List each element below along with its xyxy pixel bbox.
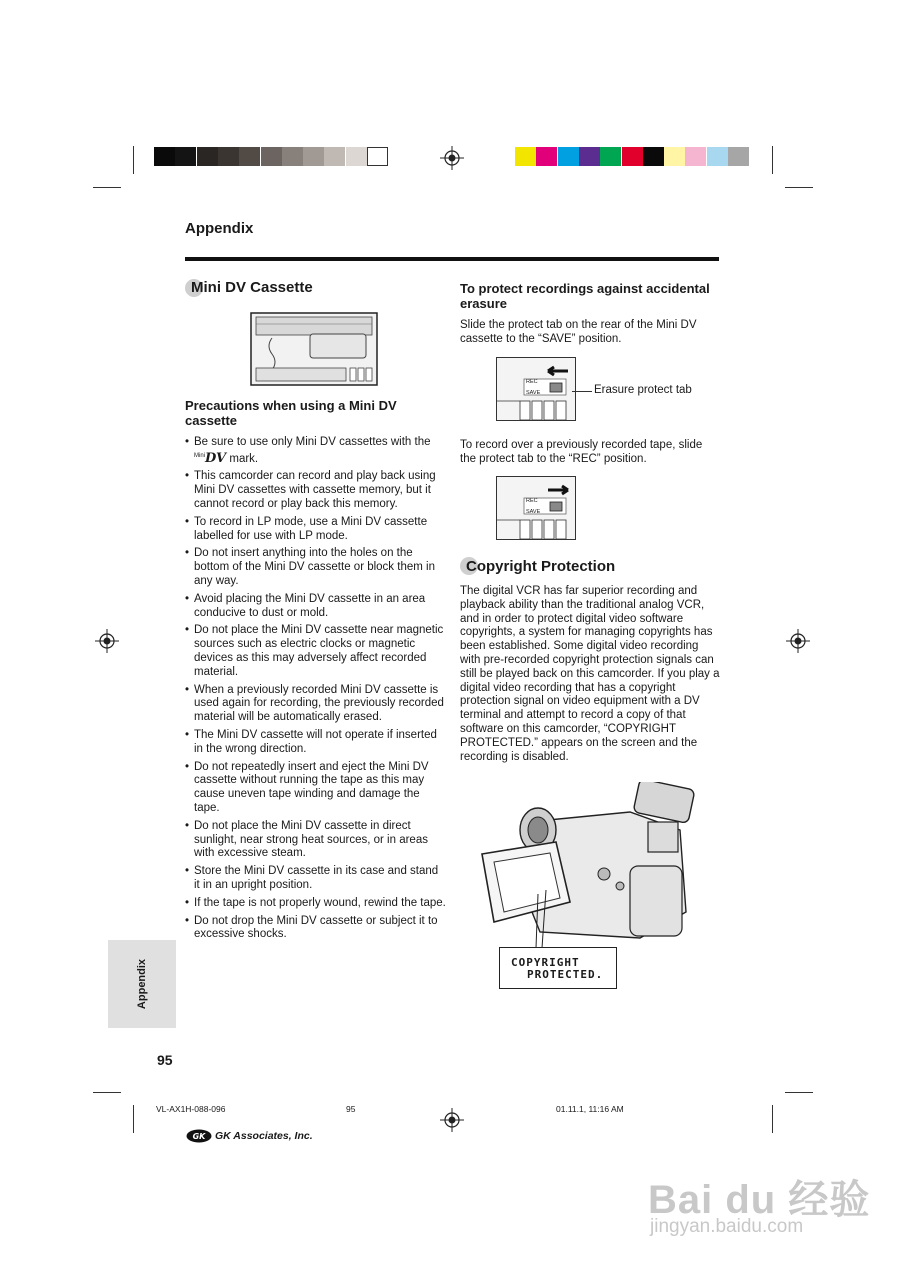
color-swatch xyxy=(643,147,664,166)
color-swatch xyxy=(664,147,685,166)
list-item: • Do not drop the Mini DV cassette or subject it to excessive shocks. xyxy=(185,915,447,943)
gk-logo-icon xyxy=(186,1129,212,1143)
color-swatch xyxy=(536,147,557,166)
color-swatch xyxy=(728,147,749,166)
watermark-url: jingyan.baidu.com xyxy=(650,1216,804,1237)
gray-swatch xyxy=(175,147,196,166)
gray-swatch xyxy=(346,147,367,166)
list-item: • To record in LP mode, use a Mini DV cassette labelled for use with LP mode. xyxy=(185,516,447,544)
registration-mark-left xyxy=(95,629,119,653)
gray-swatch xyxy=(261,147,282,166)
page-section-title: Appendix xyxy=(185,220,254,237)
color-swatch xyxy=(579,147,600,166)
mini-dv-logo: DV xyxy=(205,450,227,466)
tab-label-save: SAVE xyxy=(526,390,541,396)
color-swatch xyxy=(558,147,579,166)
protect-tab-rec-illustration xyxy=(496,476,576,540)
watermark-brand: Bai du 经验 xyxy=(648,1178,871,1222)
mini-dv-cassette-illustration xyxy=(250,312,378,386)
tab-label-rec-2: REC xyxy=(526,498,538,504)
gray-swatch xyxy=(282,147,303,166)
color-swatch xyxy=(622,147,643,166)
list-item: • Do not place the Mini DV cassette in direct sunlight, near strong heat sources, or in areas with excessive steam. xyxy=(185,820,447,861)
protect-title: To protect recordings against accidental erasure xyxy=(460,281,710,311)
gray-swatch xyxy=(367,147,388,166)
list-item: • When a previously recorded Mini DV cassette is used again for recording, the previously recorded material will be automatically erased. xyxy=(185,684,447,725)
protect-tab-save-illustration xyxy=(496,357,576,421)
gray-swatch xyxy=(239,147,260,166)
color-swatch xyxy=(707,147,728,166)
header-rule xyxy=(185,257,719,261)
footer-company: GK Associates, Inc. xyxy=(215,1130,313,1142)
svg-text:GK: GK xyxy=(192,1132,206,1141)
color-swatch xyxy=(515,147,536,166)
gray-swatch xyxy=(154,147,175,166)
gray-swatch xyxy=(197,147,218,166)
tab-label-rec: REC xyxy=(526,379,538,385)
list-item: • Do not repeatedly insert and eject the Mini DV cassette without running the tape as this may cause uneven tape winding and damage the tape. xyxy=(185,761,447,816)
list-item: • The Mini DV cassette will not operate if inserted in the wrong direction. xyxy=(185,729,447,757)
copyright-heading: Copyright Protection xyxy=(466,558,616,575)
list-item: • Avoid placing the Mini DV cassette in an area conducive to dust or mold. xyxy=(185,593,447,621)
precautions-title: Precautions when using a Mini DV cassette xyxy=(185,398,397,428)
screen-message-line1: COPYRIGHT xyxy=(511,956,580,969)
registration-mark-right xyxy=(786,629,810,653)
list-item: • If the tape is not properly wound, rewind the tape. xyxy=(185,897,447,911)
screen-message-box xyxy=(499,947,617,989)
screen-message-line2: PROTECTED. xyxy=(527,968,604,981)
erasure-protect-tab-label: Erasure protect tab xyxy=(594,384,692,396)
registration-mark-bottom xyxy=(440,1108,464,1132)
list-item: • Store the Mini DV cassette in its case and stand it in an upright position. xyxy=(185,865,447,893)
registration-mark-top xyxy=(440,146,464,170)
footer-doc-code: VL-AX1H-088-096 xyxy=(156,1104,226,1114)
list-item: • This camcorder can record and play back using Mini DV cassettes with cassette memory, but it cannot record or play back this memory. xyxy=(185,470,447,511)
record-over-text: To record over a previously recorded tape, slide the protect tab to the “REC” position. xyxy=(460,439,703,465)
mini-dv-logo-mini: Mini xyxy=(194,452,206,459)
color-swatch xyxy=(685,147,706,166)
copyright-text: The digital VCR has far superior recording and playback ability than the traditional analog VCR, and in order to protect digital video software copyrights, a system for managing copyrights has been established. Some digital video recording with pre-recorded copyright protection signals can still be played back on this camcorder. If you play a digital video recording that has a copyright protection signal on video equipment with a DV terminal and attempt to record a copy of that software on this camcorder, “COPYRIGHT PROTECTED.” appears on the screen and the recording is disabled. xyxy=(460,585,720,763)
footer-page: 95 xyxy=(346,1104,356,1114)
page-number: 95 xyxy=(157,1052,173,1068)
gray-swatch xyxy=(303,147,324,166)
tab-label-save-2: SAVE xyxy=(526,509,541,515)
list-item: • Be sure to use only Mini DV cassettes with the $^{Mini}$DV mark. xyxy=(185,436,447,466)
gray-swatch xyxy=(218,147,239,166)
camcorder-illustration xyxy=(480,782,702,948)
list-item: • Do not insert anything into the holes on the bottom of the Mini DV cassette or block them in any way. xyxy=(185,547,447,588)
mini-dv-heading: Mini DV Cassette xyxy=(191,279,313,296)
list-item: • Do not place the Mini DV cassette near magnetic sources such as electric clocks or magnetic devices as this may adversely affect recorded material. xyxy=(185,624,447,679)
protect-text: Slide the protect tab on the rear of the Mini DV cassette to the “SAVE” position. xyxy=(460,319,697,345)
color-swatch xyxy=(600,147,621,166)
precautions-list xyxy=(185,436,447,946)
gray-swatch xyxy=(324,147,345,166)
side-tab-appendix xyxy=(108,940,176,1028)
footer-timestamp: 01.11.1, 11:16 AM xyxy=(556,1104,624,1114)
side-tab-label: Appendix xyxy=(136,958,148,1010)
callout-line xyxy=(572,391,592,392)
